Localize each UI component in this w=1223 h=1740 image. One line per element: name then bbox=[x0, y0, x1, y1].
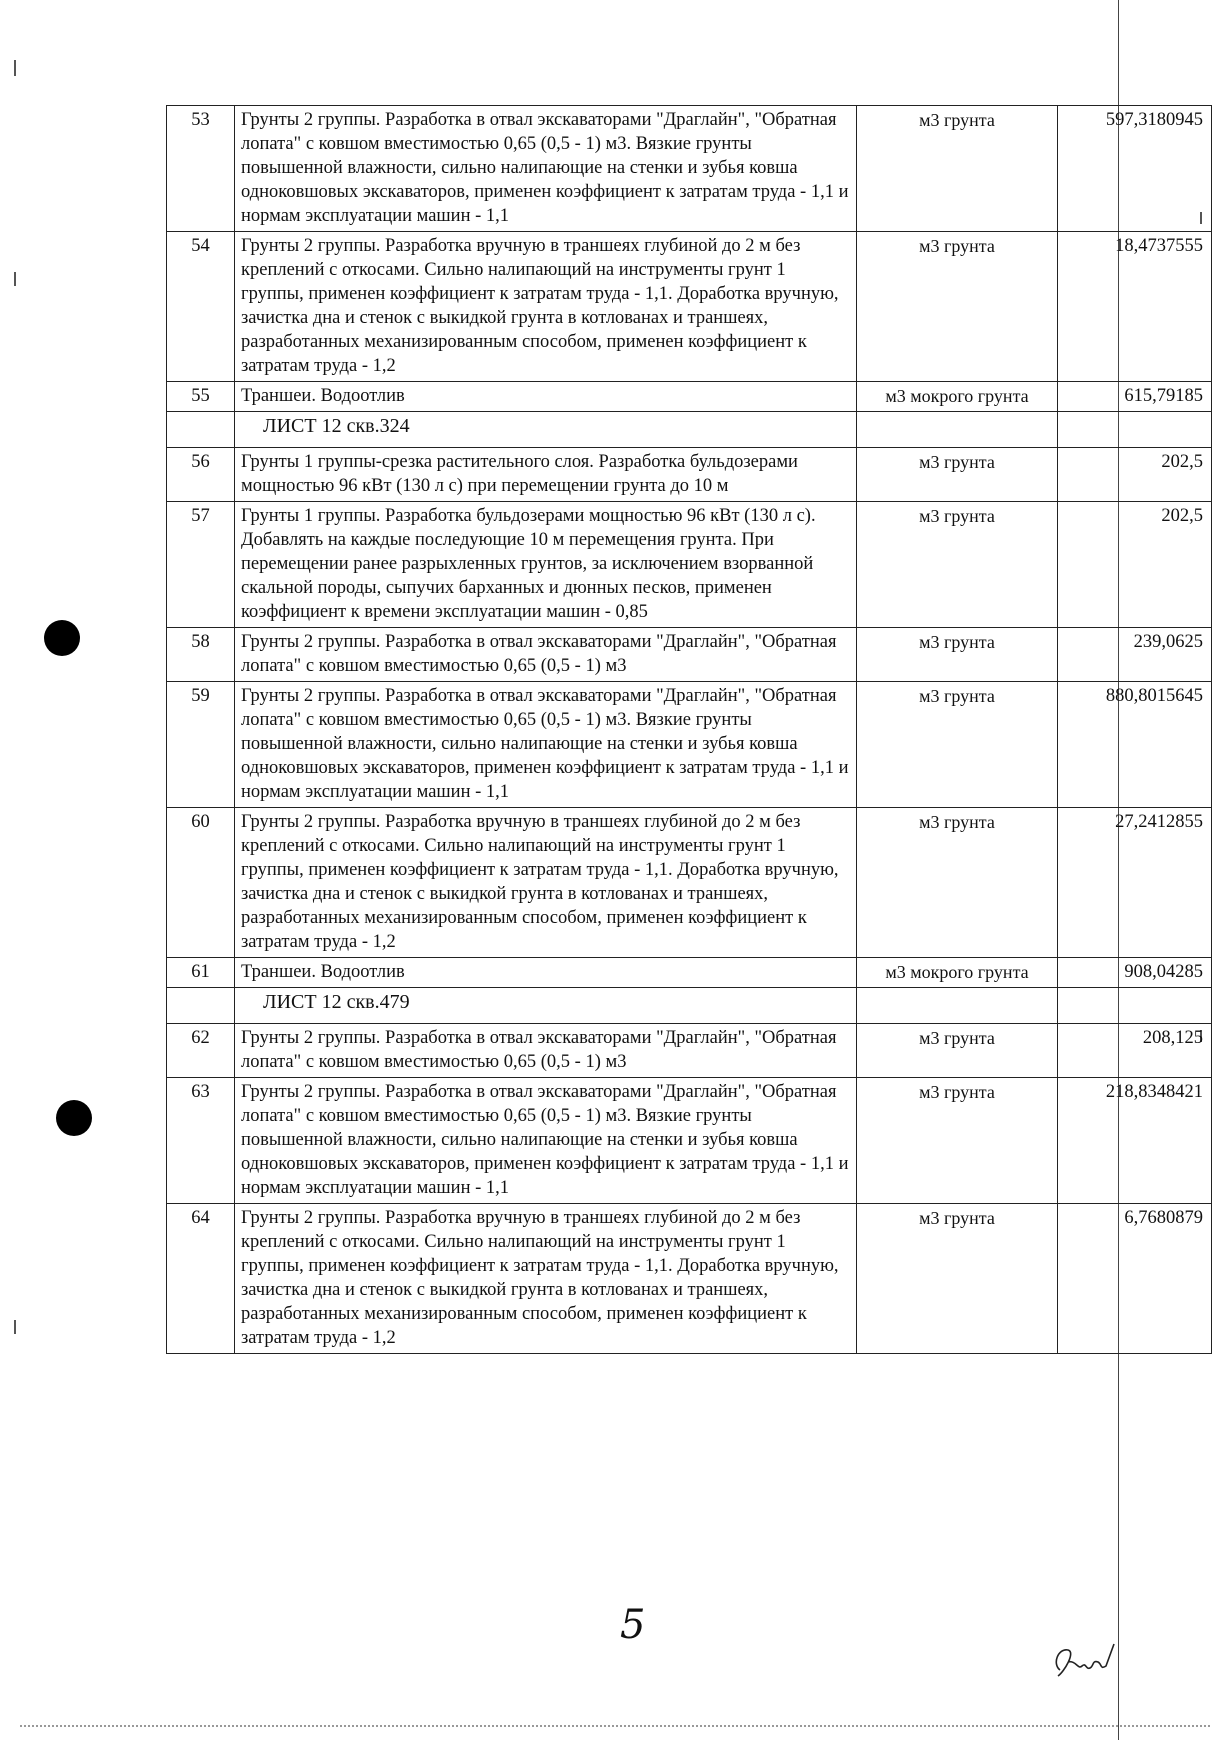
row-number: 60 bbox=[167, 808, 235, 958]
row-number: 63 bbox=[167, 1078, 235, 1204]
row-number: 55 bbox=[167, 382, 235, 412]
row-quantity: 908,04285 bbox=[1058, 958, 1212, 988]
signature-scribble bbox=[1050, 1640, 1120, 1680]
row-quantity: 615,79185 bbox=[1058, 382, 1212, 412]
row-description: Грунты 2 группы. Разработка в отвал экскаваторами "Драглайн", "Обратная лопата" с ковшом вместимостью 0,65 (0,5 - 1) м3. Вязкие грунты повышенной влажности, сильно налипающие на стенки и зубья ковша одноковшовых экскаваторов, применен коэффициент к затратам труда - 1,1 и нормам эксплуатации машин - 1,1 bbox=[235, 1078, 857, 1204]
row-quantity bbox=[1058, 988, 1212, 1024]
table-row bbox=[167, 1024, 1212, 1078]
row-description: Траншеи. Водоотлив bbox=[235, 382, 857, 412]
row-description: Грунты 2 группы. Разработка в отвал экскаваторами "Драглайн", "Обратная лопата" с ковшом вместимостью 0,65 (0,5 - 1) м3. Вязкие грунты повышенной влажности, сильно налипающие на стенки и зубья ковша одноковшовых экскаваторов, применен коэффициент к затратам труда - 1,1 и нормам эксплуатации машин - 1,1 bbox=[235, 106, 857, 232]
table-row bbox=[167, 1204, 1212, 1354]
row-unit bbox=[857, 412, 1058, 448]
row-unit bbox=[857, 988, 1058, 1024]
row-number: 56 bbox=[167, 448, 235, 502]
table-row bbox=[167, 106, 1212, 232]
row-quantity bbox=[1058, 412, 1212, 448]
row-unit: м3 грунта bbox=[857, 628, 1058, 682]
row-number: 59 bbox=[167, 682, 235, 808]
row-description: Грунты 2 группы. Разработка в отвал экскаваторами "Драглайн", "Обратная лопата" с ковшом вместимостью 0,65 (0,5 - 1) м3 bbox=[235, 1024, 857, 1078]
row-quantity: 202,5 bbox=[1058, 502, 1212, 628]
row-quantity: 27,2412855 bbox=[1058, 808, 1212, 958]
row-unit: м3 грунта bbox=[857, 682, 1058, 808]
row-description: Грунты 2 группы. Разработка вручную в траншеях глубиной до 2 м без креплений с откосами. Сильно налипающий на инструменты грунт 1 группы, применен коэффициент к затратам труда - 1,1. Доработка вручную, зачистка дна и стенок с выкидкой грунта в котлованах и траншеях, разработанных механизированным способом, применен коэффициент к затратам труда - 1,2 bbox=[235, 232, 857, 382]
punch-hole bbox=[56, 1100, 92, 1136]
table-row bbox=[167, 628, 1212, 682]
row-description: Грунты 2 группы. Разработка вручную в траншеях глубиной до 2 м без креплений с откосами. Сильно налипающий на инструменты грунт 1 группы, применен коэффициент к затратам труда - 1,1. Доработка вручную, зачистка дна и стенок с выкидкой грунта в котлованах и траншеях, разработанных механизированным способом, применен коэффициент к затратам труда - 1,2 bbox=[235, 1204, 857, 1354]
table-row bbox=[167, 1078, 1212, 1204]
table-body bbox=[167, 106, 1212, 1354]
section-row bbox=[167, 412, 1212, 448]
row-number bbox=[167, 412, 235, 448]
row-unit: м3 грунта bbox=[857, 232, 1058, 382]
section-row bbox=[167, 988, 1212, 1024]
row-number bbox=[167, 988, 235, 1024]
table-row bbox=[167, 682, 1212, 808]
scan-speck bbox=[14, 60, 16, 76]
row-description: Грунты 2 группы. Разработка вручную в траншеях глубиной до 2 м без креплений с откосами. Сильно налипающий на инструменты грунт 1 группы, применен коэффициент к затратам труда - 1,1. Доработка вручную, зачистка дна и стенок с выкидкой грунта в котлованах и траншеях, разработанных механизированным способом, применен коэффициент к затратам труда - 1,2 bbox=[235, 808, 857, 958]
punch-hole bbox=[44, 620, 80, 656]
row-number: 64 bbox=[167, 1204, 235, 1354]
row-description: Грунты 1 группы. Разработка бульдозерами мощностью 96 кВт (130 л с). Добавлять на каждые последующие 10 м перемещения грунта. При перемещении ранее разрыхленных грунтов, за исключением взорванной скальной породы, сыпучих барханных и дюнных песков, применен коэффициент к времени эксплуатации машин - 0,85 bbox=[235, 502, 857, 628]
row-quantity: 202,5 bbox=[1058, 448, 1212, 502]
signature bbox=[1050, 1640, 1120, 1685]
row-quantity: 597,3180945 bbox=[1058, 106, 1212, 232]
scan-speck bbox=[14, 272, 16, 286]
row-description: ЛИСТ 12 скв.479 bbox=[235, 988, 857, 1024]
row-unit: м3 мокрого грунта bbox=[857, 382, 1058, 412]
row-number: 57 bbox=[167, 502, 235, 628]
row-quantity: 208,125 bbox=[1058, 1024, 1212, 1078]
page-number: 5 bbox=[620, 1602, 646, 1648]
row-quantity: 239,0625 bbox=[1058, 628, 1212, 682]
table-row bbox=[167, 958, 1212, 988]
row-description: Грунты 1 группы-срезка растительного слоя. Разработка бульдозерами мощностью 96 кВт (130 л с) при перемещении грунта до 10 м bbox=[235, 448, 857, 502]
row-number: 58 bbox=[167, 628, 235, 682]
row-number: 53 bbox=[167, 106, 235, 232]
row-unit: м3 грунта bbox=[857, 502, 1058, 628]
row-unit: м3 грунта bbox=[857, 1024, 1058, 1078]
row-number: 61 bbox=[167, 958, 235, 988]
row-quantity: 880,8015645 bbox=[1058, 682, 1212, 808]
row-description: Траншеи. Водоотлив bbox=[235, 958, 857, 988]
table-row bbox=[167, 502, 1212, 628]
scan-bottom-edge bbox=[20, 1725, 1210, 1728]
row-unit: м3 грунта bbox=[857, 1078, 1058, 1204]
work-volume-table bbox=[166, 105, 1212, 1354]
row-unit: м3 мокрого грунта bbox=[857, 958, 1058, 988]
table-row bbox=[167, 232, 1212, 382]
row-number: 54 bbox=[167, 232, 235, 382]
scan-speck bbox=[14, 1320, 16, 1334]
row-quantity: 6,7680879 bbox=[1058, 1204, 1212, 1354]
row-unit: м3 грунта bbox=[857, 106, 1058, 232]
row-quantity: 218,8348421 bbox=[1058, 1078, 1212, 1204]
row-description: ЛИСТ 12 скв.324 bbox=[235, 412, 857, 448]
table-row bbox=[167, 448, 1212, 502]
row-description: Грунты 2 группы. Разработка в отвал экскаваторами "Драглайн", "Обратная лопата" с ковшом вместимостью 0,65 (0,5 - 1) м3. Вязкие грунты повышенной влажности, сильно налипающие на стенки и зубья ковша одноковшовых экскаваторов, применен коэффициент к затратам труда - 1,1 и нормам эксплуатации машин - 1,1 bbox=[235, 682, 857, 808]
table-row bbox=[167, 382, 1212, 412]
row-unit: м3 грунта bbox=[857, 1204, 1058, 1354]
row-unit: м3 грунта bbox=[857, 808, 1058, 958]
row-unit: м3 грунта bbox=[857, 448, 1058, 502]
row-description: Грунты 2 группы. Разработка в отвал экскаваторами "Драглайн", "Обратная лопата" с ковшом вместимостью 0,65 (0,5 - 1) м3 bbox=[235, 628, 857, 682]
row-number: 62 bbox=[167, 1024, 235, 1078]
table-row bbox=[167, 808, 1212, 958]
row-quantity: 18,4737555 bbox=[1058, 232, 1212, 382]
